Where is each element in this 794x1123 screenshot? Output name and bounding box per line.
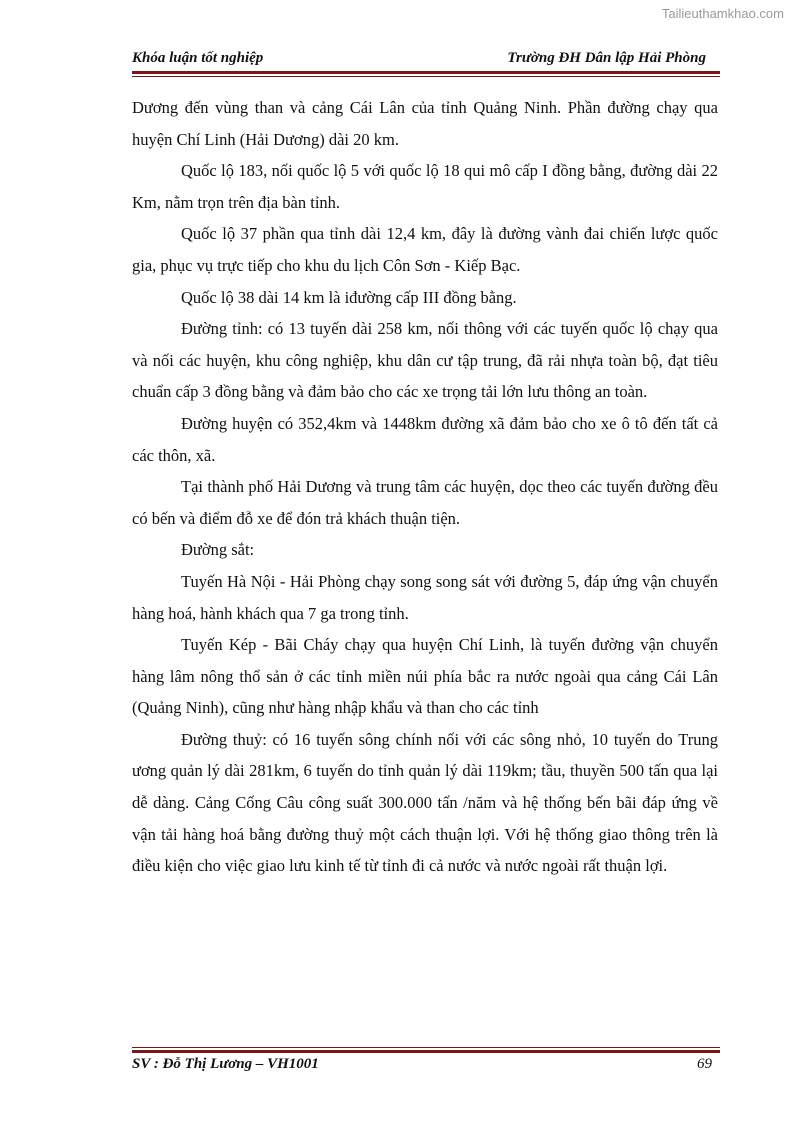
- footer-divider-thick: [132, 1050, 720, 1053]
- page-footer: [132, 1056, 720, 1076]
- paragraph: Quốc lộ 37 phần qua tỉnh dài 12,4 km, đây là đường vành đai chiến lược quốc gia, phục vụ trực tiếp cho khu du lịch Côn Sơn - Kiếp Bạc.: [132, 224, 718, 275]
- header-university-name: Trường ĐH Dân lập Hải Phòng: [507, 50, 706, 66]
- paragraph: Đường sắt:: [181, 540, 255, 560]
- header-divider-thin: [132, 76, 720, 77]
- paragraph: Dương đến vùng than và cảng Cái Lân của tỉnh Quảng Ninh. Phần đường chạy qua huyện Chí Linh (Hải Dương) dài 20 km.: [132, 98, 718, 149]
- body-content: [132, 92, 718, 882]
- paragraph: Tuyến Hà Nội - Hải Phòng chạy song song sát với đường 5, đáp ứng vận chuyển hàng hoá, hành khách qua 7 ga trong tỉnh.: [132, 571, 718, 623]
- paragraph: Đường thuỷ: có 16 tuyến sông chính nối với các sông nhỏ, 10 tuyến do Trung ương quản lý dài 281km, 6 tuyến do tỉnh quản lý dài 119km; tầu, thuyền 500 tấn qua lại dễ dàng. Cảng Cống Câu công suất 300.000 tấn /năm và hệ thống bến bãi đáp ứng về vận tải hàng hoá bằng đường thuỷ một cách thuận lợi. Với hệ thống giao thông trên là điều kiện cho việc giao lưu kinh tế từ tỉnh đi cả nước và nước ngoài rất thuận lợi.: [132, 729, 718, 876]
- page-number: 69: [697, 1056, 712, 1072]
- header-divider-thick: [132, 71, 720, 74]
- footer-divider-thin: [132, 1047, 720, 1048]
- paragraph: Tại thành phố Hải Dương và trung tâm các huyện, dọc theo các tuyến đường đều có bến và điểm đỗ xe để đón trả khách thuận tiện.: [132, 477, 718, 528]
- paragraph: Tuyến Kép - Bãi Cháy chạy qua huyện Chí Linh, là tuyến đường vận chuyển hàng lâm nông thổ sản ở các tỉnh miền núi phía bắc ra nước ngoài qua cảng Cái Lân (Quảng Ninh), cũng như hàng nhập khẩu và than cho các tỉnh: [132, 635, 718, 718]
- header-thesis-title: Khóa luận tốt nghiệp: [132, 50, 264, 66]
- watermark-text: Tailieuthamkhao.com: [661, 6, 784, 21]
- paragraph: Quốc lộ 183, nối quốc lộ 5 với quốc lộ 18 qui mô cấp I đồng bằng, đường dài 22 Km, nằm trọn trên địa bàn tỉnh.: [132, 161, 718, 212]
- paragraph: Quốc lộ 38 dài 14 km là iđường cấp III đồng bằng.: [181, 287, 517, 307]
- paragraph: Đường huyện có 352,4km và 1448km đường xã đảm bảo cho xe ô tô đến tất cả các thôn, xã.: [132, 413, 718, 465]
- paragraph: Đường tỉnh: có 13 tuyến dài 258 km, nối thông với các tuyến quốc lộ chạy qua và nối các huyện, khu công nghiệp, khu dân cư tập trung, đã rải nhựa toàn bộ, đạt tiêu chuẩn cấp 3 đồng bằng và đảm bảo cho các xe trọng tải lớn lưu thông an toàn.: [132, 319, 718, 402]
- page-header: [132, 50, 720, 70]
- footer-student-name: SV : Đỗ Thị Lương – VH1001: [132, 1056, 319, 1072]
